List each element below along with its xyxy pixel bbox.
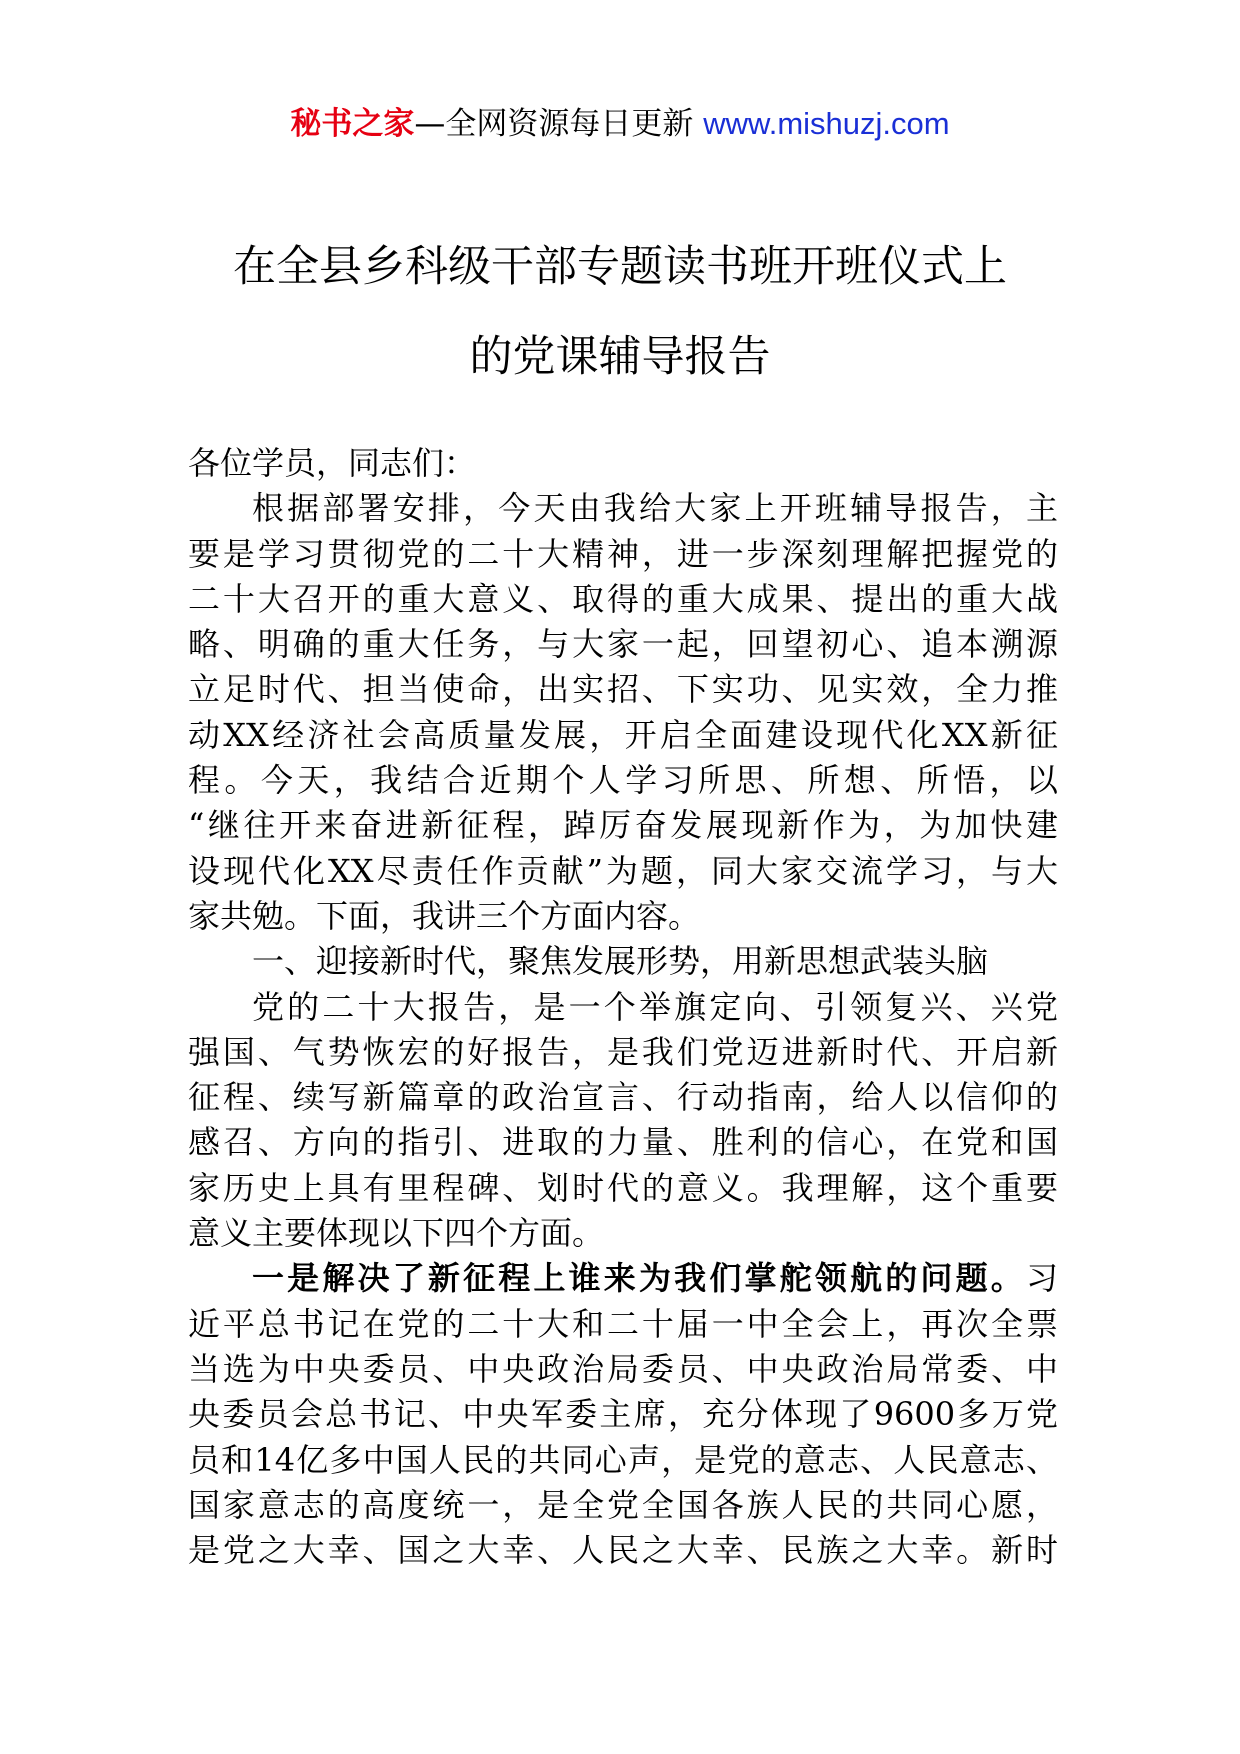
title-line-2: 的党课辅导报告 <box>469 332 771 382</box>
body-line: 当选为中央委员、中央政治局委员、中央政治局常委、中 <box>188 1349 1058 1388</box>
body-line: 意义主要体现以下四个方面。 <box>188 1214 605 1253</box>
header-url-link[interactable]: www.mishuzj.com <box>703 106 950 141</box>
body-line: 动XX经济社会高质量发展，开启全面建设现代化XX新征 <box>188 715 1058 754</box>
body-line: 程。今天，我结合近期个人学习所思、所想、所悟，以 <box>188 761 1058 800</box>
body-line: 强国、气势恢宏的好报告，是我们党迈进新时代、开启新 <box>188 1032 1058 1071</box>
body-line: 是党之大幸、国之大幸、人民之大幸、民族之大幸。新时 <box>188 1531 1058 1570</box>
body-line: 家共勉。下面，我讲三个方面内容。 <box>188 896 701 935</box>
header-brand: 秘书之家 <box>290 106 415 142</box>
body-line: 党的二十大报告，是一个举旗定向、引领复兴、兴党 <box>252 987 1058 1026</box>
body-line: 员和14亿多中国人民的共同心声，是党的意志、人民意志、 <box>188 1440 1058 1479</box>
body-line: 根据部署安排，今天由我给大家上开班辅导报告，主 <box>252 489 1058 528</box>
title-line-1: 在全县乡科级干部专题读书班开班仪式上 <box>233 242 1007 292</box>
body-line: 近平总书记在党的二十大和二十届一中全会上，再次全票 <box>188 1304 1058 1343</box>
body-line: 立足时代、担当使命，出实招、下实功、见实效，全力推 <box>188 670 1058 709</box>
body-line: 二十大召开的重大意义、取得的重大成果、提出的重大战 <box>188 579 1058 618</box>
salutation: 各位学员，同志们： <box>188 444 477 482</box>
section-heading-1: 一、迎接新时代，聚焦发展形势，用新思想武装头脑 <box>252 942 989 981</box>
body-line: 国家意志的高度统一，是全党全国各族人民的共同心愿， <box>188 1485 1058 1524</box>
document-body <box>188 441 1058 1573</box>
header-tagline: —全网资源每日更新 <box>414 106 694 142</box>
body-line: 家历史上具有里程碑、划时代的意义。我理解，这个重要 <box>188 1168 1058 1207</box>
body-line-with-bold-lead <box>188 1256 1058 1301</box>
body-line: 征程、续写新篇章的政治宣言、行动指南，给人以信仰的 <box>188 1078 1058 1117</box>
body-line: 感召、方向的指引、进取的力量、胜利的信心，在党和国 <box>188 1123 1058 1162</box>
body-line: “继往开来奋进新征程，踔厉奋发展现新作为，为加快建 <box>188 806 1058 845</box>
bold-lead: 一是解决了新征程上谁来为我们掌舵领航的问题。 <box>252 1259 1026 1298</box>
body-line: 设现代化XX尽责任作贡献”为题，同大家交流学习，与大 <box>188 851 1058 890</box>
bold-lead-continuation: 习 <box>1025 1259 1058 1298</box>
site-header <box>0 100 1240 148</box>
body-line: 要是学习贯彻党的二十大精神，进一步深刻理解把握党的 <box>188 534 1058 573</box>
body-line: 央委员会总书记、中央军委主席，充分体现了9600多万党 <box>188 1395 1058 1434</box>
body-line: 略、明确的重大任务，与大家一起，回望初心、追本溯源 <box>188 625 1058 664</box>
document-title <box>0 222 1240 402</box>
